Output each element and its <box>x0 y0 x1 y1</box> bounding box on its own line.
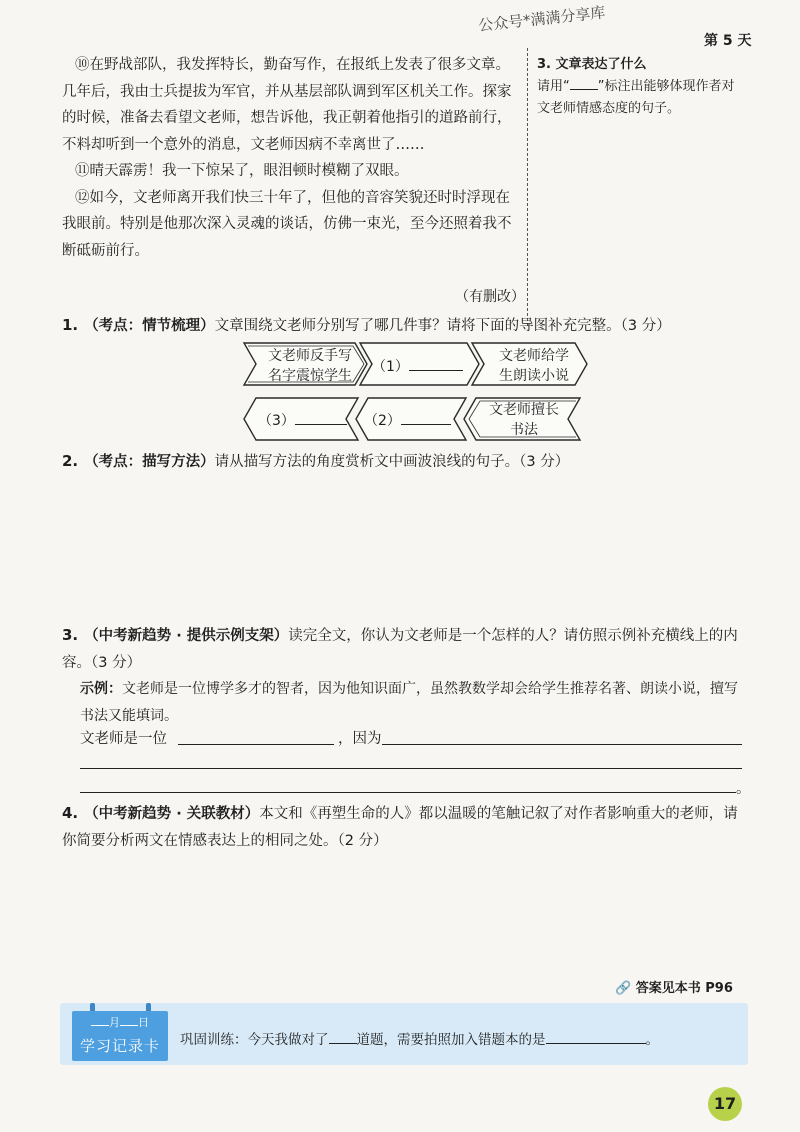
flow-box-4 <box>258 410 358 431</box>
question-tag: （中考新趋势 · 提供示例支架） <box>84 628 289 644</box>
side-note-text-after: ”标注出能够体现作者对文老师情感态度的句子。 <box>537 79 735 116</box>
card-text-part-2: 道题，需要拍照加入错题本的是 <box>356 1032 546 1048</box>
flow-box-3-line-1: 文老师给学 <box>499 348 569 364</box>
watermark-text: 公众号*满满分享库 <box>477 3 607 35</box>
question-1 <box>62 312 752 340</box>
flow-box-3-line-2: 生朗读小说 <box>499 368 569 384</box>
answer-blank-person[interactable] <box>178 744 334 745</box>
study-record-card <box>72 1011 168 1061</box>
card-day-label: 日 <box>138 1016 149 1029</box>
example-text: 文老师是一位博学多才的智者，因为他知识面广，虽然教数学却会给学生推荐名著、朗读小说，擅写书法又能填词。 <box>80 681 738 724</box>
flow-box-1-line-2: 名字震惊学生 <box>268 368 352 384</box>
flow-box-4-label: （3） <box>258 413 295 429</box>
answer-reference-text: 答案见本书 P96 <box>635 981 733 996</box>
question-2 <box>62 448 752 476</box>
flow-box-6 <box>474 400 574 440</box>
question-number: 3. <box>62 626 79 644</box>
card-text-part-3: 。 <box>645 1032 659 1048</box>
answer-area-q2[interactable] <box>62 478 750 618</box>
question-3 <box>62 622 752 677</box>
flow-box-5 <box>364 410 464 431</box>
card-text-part-1: 巩固训练：今天我做对了 <box>180 1032 329 1048</box>
study-record-text <box>180 1028 659 1048</box>
question-tag: （中考新趋势 · 关联教材） <box>84 806 260 822</box>
flow-box-2-label: （1） <box>372 359 409 375</box>
side-note-text-before: 请用“ <box>537 79 570 94</box>
edited-note: （有删改） <box>455 289 525 305</box>
question-text: 读完全文，你认为文老师是一个怎样的人？请仿照示例补充横线上的内容。（3 分） <box>62 628 738 671</box>
link-icon: 🔗 <box>615 981 632 996</box>
answer-middle: ，因为 <box>338 731 382 747</box>
flow-box-6-line-1: 文老师擅长 <box>489 402 559 418</box>
page-number-badge: 17 <box>708 1087 742 1121</box>
card-date <box>72 1014 168 1030</box>
answer-end: 。 <box>736 781 751 797</box>
flow-box-1-line-1: 文老师反手写 <box>268 348 352 364</box>
reading-passage <box>62 52 520 264</box>
mark-blank[interactable] <box>570 79 598 90</box>
example-label: 示例： <box>80 681 122 697</box>
question-number: 4. <box>62 804 79 822</box>
question-number: 2. <box>62 452 79 470</box>
error-book-blank[interactable] <box>546 1029 646 1044</box>
answer-line-2[interactable] <box>80 768 742 769</box>
flow-blank-1[interactable] <box>409 356 463 371</box>
question-number: 1. <box>62 316 79 334</box>
flow-box-3 <box>484 346 584 386</box>
flow-box-1 <box>256 346 364 386</box>
card-title: 学习记录卡 <box>79 1037 160 1055</box>
paragraph-11: ⑪晴天霹雳！我一下惊呆了，眼泪顿时模糊了双眼。 <box>75 163 409 179</box>
correct-count-blank[interactable] <box>329 1029 357 1044</box>
question-text: 文章围绕文老师分别写了哪几件事？请将下面的导图补充完整。（3 分） <box>214 318 671 334</box>
question-tag: （考点：情节梳理） <box>84 318 215 334</box>
question-4 <box>62 800 752 855</box>
side-note-body <box>537 76 747 120</box>
side-note-title: 3. 文章表达了什么 <box>537 57 647 72</box>
flow-box-6-line-2: 书法 <box>510 422 538 438</box>
column-divider <box>527 48 528 326</box>
answer-line-3[interactable] <box>80 792 736 793</box>
question-text: 本文和《再塑生命的人》都以温暖的笔触记叙了对作者影响重大的老师，请你简要分析两文在情感表达上的相同之处。（2 分） <box>62 806 738 849</box>
answer-reference <box>615 977 733 996</box>
card-month-label: 月 <box>109 1016 120 1029</box>
flow-box-2 <box>372 356 472 377</box>
example-block <box>80 676 750 730</box>
question-text: 请从描写方法的角度赏析文中画波浪线的句子。（3 分） <box>214 454 570 470</box>
question-tag: （考点：描写方法） <box>84 454 215 470</box>
side-note <box>537 54 747 120</box>
day-label: 第 5 天 <box>704 33 752 49</box>
answer-prefix: 文老师是一位 <box>80 731 167 747</box>
flow-blank-3[interactable] <box>295 410 347 425</box>
flow-box-5-label: （2） <box>364 413 401 429</box>
answer-blank-reason[interactable] <box>382 744 742 745</box>
flow-blank-2[interactable] <box>401 410 451 425</box>
paragraph-10: ⑩在野战部队，我发挥特长，勤奋写作，在报纸上发表了很多文章。几年后，我由士兵提拔为军官，并从基层部队调到军区机关工作。探家的时候，准备去看望文老师，想告诉他，我正朝着他指引的道路前行，不料却听到一个意外的消息，文老师因病不幸离世了…… <box>62 57 512 153</box>
paragraph-12: ⑫如今，文老师离开我们快三十年了，但他的音容笑貌还时时浮现在我眼前。特别是他那次深入灵魂的谈话，仿佛一束光，至今还照着我不断砥砺前行。 <box>62 189 512 259</box>
answer-area-q4[interactable] <box>62 856 750 966</box>
